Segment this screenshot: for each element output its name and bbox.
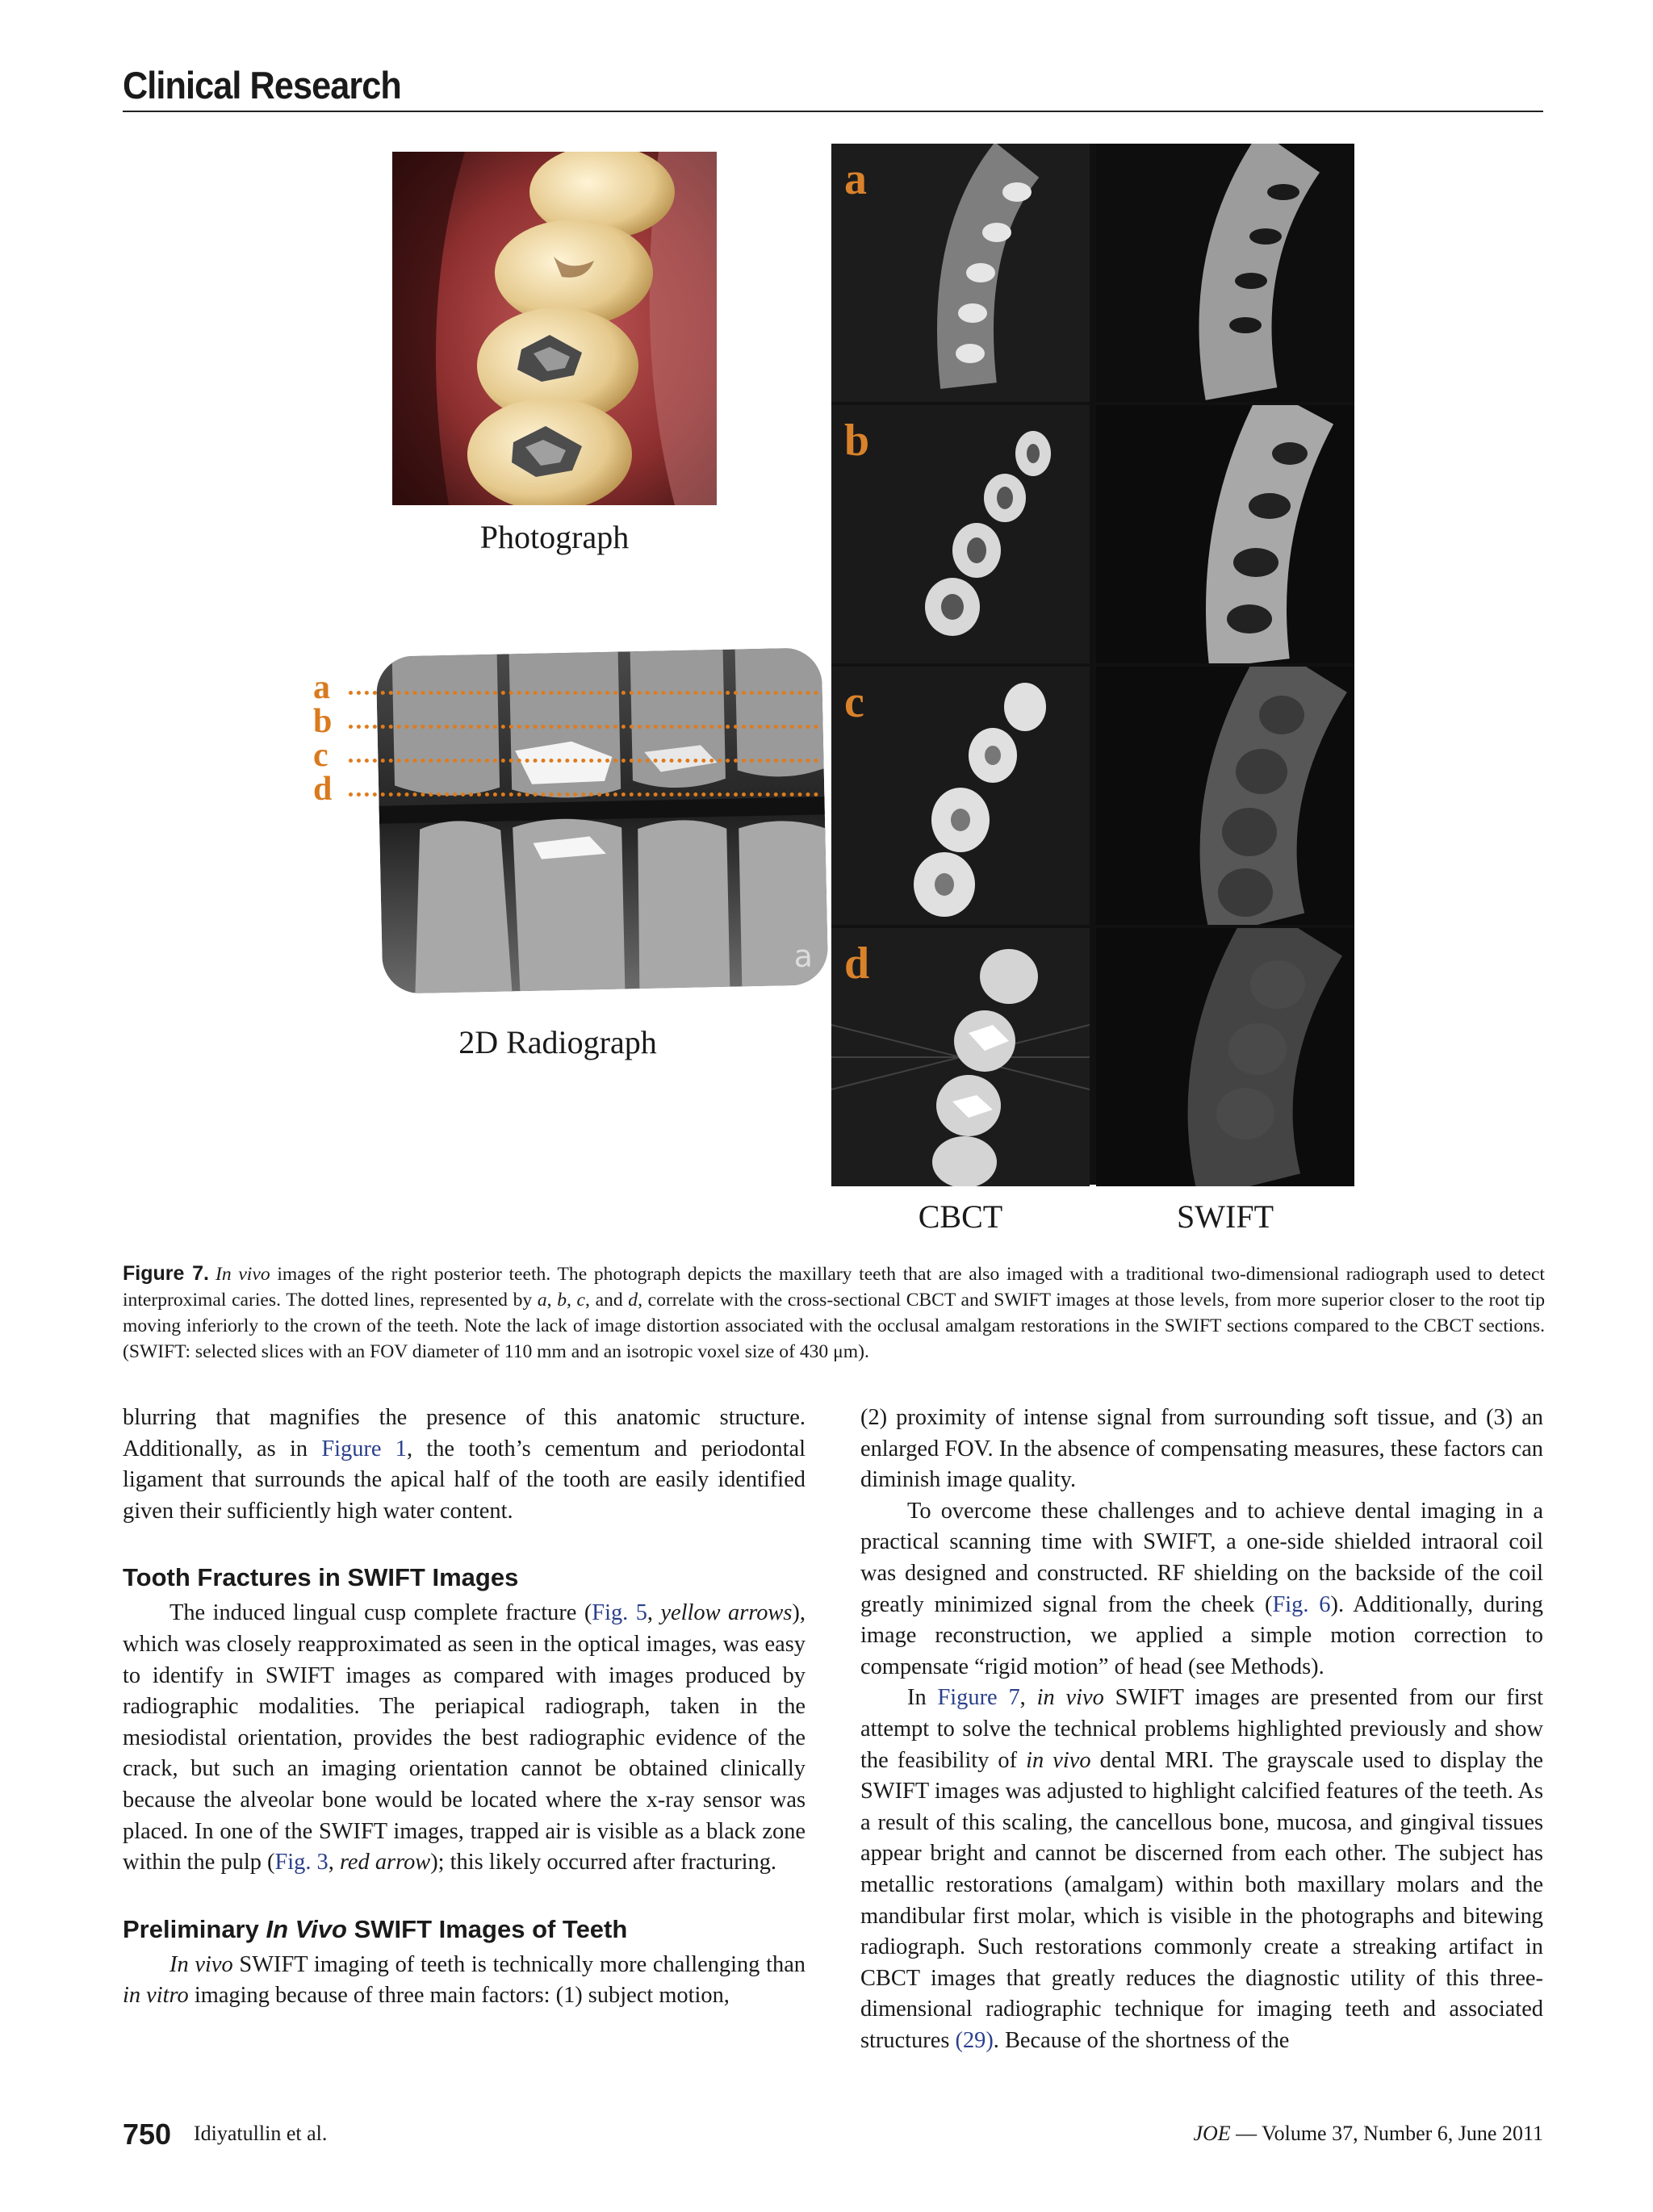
section-label: Clinical Research — [123, 64, 401, 107]
reference-link[interactable]: (29) — [955, 2027, 994, 2053]
row-label-a: a — [844, 154, 867, 204]
cbct-image-c — [831, 667, 1090, 925]
reference-link[interactable]: Fig. 5 — [592, 1600, 647, 1626]
radiograph-mark: a — [793, 938, 814, 975]
photograph-label: Photograph — [479, 519, 630, 555]
radiograph-label: 2D Radiograph — [458, 1024, 657, 1060]
body-column-right — [860, 1403, 1543, 2056]
level-label-a: a — [313, 669, 330, 706]
page-number: 750 — [123, 2118, 172, 2151]
figure-caption — [123, 1261, 1545, 1365]
swift-image-b — [1096, 405, 1354, 663]
figure-caption-label: Figure 7. — [123, 1262, 209, 1285]
body-paragraph: In Figure 7, in vivo SWIFT images are presented from our first attempt to solve the technical problems highlighted previously and show the feasibility of in vivo dental MRI. The grayscale used to display the SWIFT images was adjusted to highlight calcified features of the teeth. As a result of this scaling, the cancellous bone, mucosa, and gingival tissues appear bright and cannot be discerned from each other. The subject has metallic restorations (amalgam) within both maxillary molars and the mandibular first molar, which is visible in the photographs and bitewing radiograph. Such restorations commonly create a streaking artifact in CBCT images that greatly reduces the diagnostic utility of this three-dimensional radiographic technique for imaging teeth and associated structures (29). Because of the shortness of the — [860, 1685, 1544, 2053]
body-column-left — [123, 1403, 806, 2012]
level-line-d — [349, 792, 818, 797]
body-paragraph: The induced lingual cusp complete fracture (Fig. 5, yellow arrows), which was closely reapproximated as seen in the optical images, was easy to identify in SWIFT images as compared with images produced by radiographic modalities. The periapical radiograph, taken in the mesiodistal orientation, provides the best radiographic evidence of the crack, but such an imaging orientation cannot be obtained clinically because the alveolar bone would be located where the x-ray sensor was placed. In one of the SWIFT images, trapped air is visible as a black zone within the pulp (Fig. 3, red arrow); this likely occurred after fracturing. — [123, 1600, 806, 1875]
cbct-image-b — [831, 405, 1090, 663]
reference-link[interactable]: Figure 7 — [937, 1685, 1020, 1711]
figure-caption-text: In vivo images of the right posterior teeth. The photograph depicts the maxillary teeth that are also imaged with a traditional two-dimensional radiograph used to detect interproximal caries. The dotted lines, represented by a, b, c, and d, correlate with the cross-sectional CBCT and SWIFT images at those levels, from more superior closer to the root tip moving inferiorly to the crown of the teeth. Note the lack of image distortion associated with the occlusal amalgam restorations in the SWIFT sections compared to the CBCT sections. (SWIFT: selected slices with an FOV diameter of 110 mm and an isotropic voxel size of 430 μm). — [123, 1264, 1546, 1362]
swift-image-d — [1096, 928, 1354, 1186]
row-label-c: c — [844, 677, 864, 727]
cbct-image-d — [831, 928, 1090, 1186]
level-label-c: c — [313, 737, 329, 774]
cbct-image-a — [831, 144, 1090, 402]
header-rule — [123, 111, 1543, 112]
level-label-d: d — [313, 771, 333, 808]
swift-column-label: SWIFT — [1177, 1198, 1274, 1235]
swift-image-a — [1096, 144, 1354, 402]
cbct-column-label: CBCT — [918, 1198, 1003, 1235]
level-line-b — [349, 725, 818, 729]
level-line-a — [349, 691, 818, 695]
reference-link[interactable]: Figure 1 — [321, 1436, 407, 1461]
body-paragraph: To overcome these challenges and to achieve dental imaging in a practical scanning time with SWIFT, a one-side shielded intraoral coil was designed and constructed. RF shielding on the backside of the coil greatly minimized signal from the cheek (Fig. 6). Additionally, during image reconstruction, we applied a simple motion correction to compensate “rigid motion” of head (see Methods). — [860, 1498, 1544, 1679]
row-label-d: d — [844, 939, 870, 989]
level-label-b: b — [313, 703, 333, 740]
reference-link[interactable]: Fig. 3 — [274, 1850, 329, 1875]
body-paragraph: In vivo SWIFT imaging of teeth is technically more challenging than in vitro imaging because of three main factors: (1) subject motion, — [123, 1951, 806, 2009]
footer-authors: Idiyatullin et al. — [194, 2122, 328, 2145]
radiograph-image — [376, 647, 829, 993]
row-label-b: b — [844, 416, 870, 466]
section-heading: Tooth Fractures in SWIFT Images — [123, 1563, 519, 1592]
footer-journal: JOE — Volume 37, Number 6, June 2011 — [1193, 2122, 1543, 2145]
swift-image-c — [1096, 667, 1354, 925]
reference-link[interactable]: Fig. 6 — [1272, 1591, 1331, 1617]
section-heading: Preliminary In Vivo SWIFT Images of Teeth — [123, 1914, 628, 1943]
photograph-image — [392, 152, 717, 505]
cbct-swift-image-grid — [831, 144, 1354, 1185]
level-line-c — [349, 759, 818, 763]
body-paragraph: blurring that magnifies the presence of this anatomic structure. Additionally, as in Figure 1, the tooth’s cementum and periodontal ligament that surrounds the apical half of the tooth are easily identified given their sufficiently high water content. — [123, 1405, 806, 1524]
body-paragraph: (2) proximity of intense signal from surrounding soft tissue, and (3) an enlarged FOV. In the absence of compensating measures, these factors can diminish image quality. — [860, 1405, 1543, 1493]
